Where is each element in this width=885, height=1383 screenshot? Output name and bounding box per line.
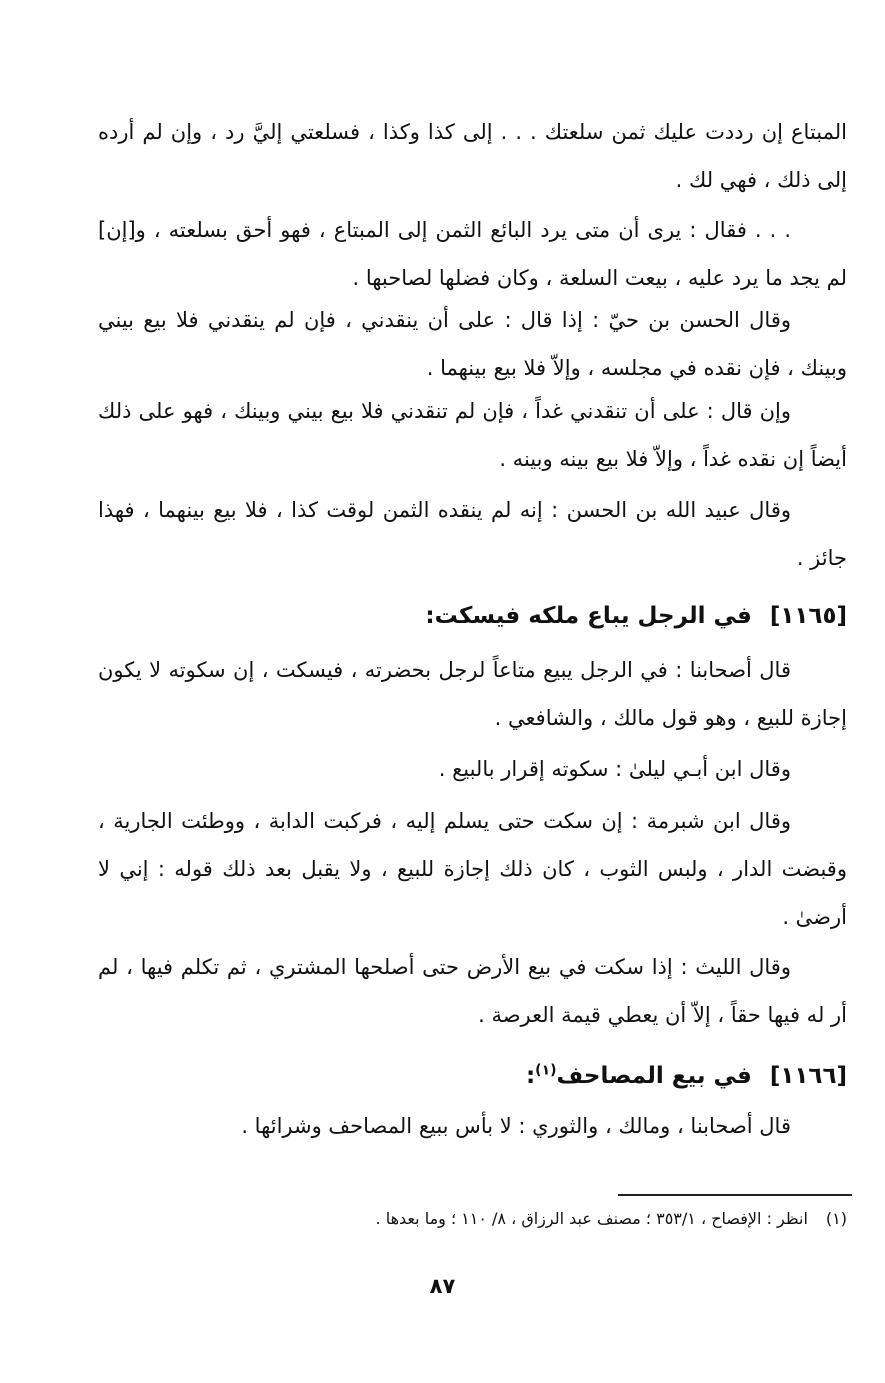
paragraph-9: وقال الليث : إذا سكت في بيع الأرض حتى أصلحها المشتري ، ثم تكلم فيها ، لم أر له فيها حقاً ، إلاّ أن يعطي قيمة العرصة .: [98, 955, 847, 1027]
heading-colon: :: [525, 1063, 536, 1089]
page-number: ٨٧: [429, 1274, 456, 1298]
paragraph-2: . . . فقال : يرى أن متى يرد البائع الثمن إلى المبتاع ، فهو أحق بسلعته ، و[إن] لم يجد ما يرد عليه ، بيعت السلعة ، وكان فضلها لصاحبها .: [98, 218, 847, 290]
section-title: في الرجل يباع ملكه فيسكت:: [425, 603, 752, 629]
paragraph-5: وقال عبيد الله بن الحسن : إنه لم ينقده الثمن لوقت كذا ، فلا بيع بينهما ، فهذا جائز .: [98, 498, 847, 570]
paragraph-1: المبتاع إن رددت عليك ثمن سلعتك . . . إلى كذا وكذا ، فسلعتي إليَّ رد ، وإن لم أرده إلى ذلك ، فهي لك .: [98, 120, 847, 192]
section-number: [١١٦٥]: [769, 603, 847, 629]
paragraph-4: وإن قال : على أن تنقدني غداً ، فإن لم تنقدني فلا بيع بيني وبينك ، فهو على ذلك أيضاً إن نقده غداً ، وإلاّ فلا بيع بينه وبينه .: [98, 399, 847, 471]
footnote-number: (١): [825, 1209, 847, 1228]
paragraph-8: وقال ابن شبرمة : إن سكت حتى يسلم إليه ، فركبت الدابة ، ووطئت الجارية ، وقبضت الدار ، ولبس الثوب ، كان ذلك إجازة للبيع ، ولا يقبل بعد ذلك قوله : إني لا أرضىٰ .: [98, 809, 847, 929]
footnote-marker[interactable]: (١): [535, 1062, 557, 1079]
footnote-separator: [618, 1194, 852, 1196]
paragraph-7: وقال ابن أبـي ليلىٰ : سكوته إقرار بالبيع .: [438, 757, 791, 781]
section-heading-1165: [98, 594, 847, 638]
section-heading-1166: [98, 1054, 847, 1098]
paragraph-6: قال أصحابنا : في الرجل يبيع متاعاً لرجل بحضرته ، فيسكت ، إن سكوته لا يكون إجازة للبيع ، وهو قول مالك ، والشافعي .: [98, 658, 847, 730]
section-title: في بيع المصاحف: [556, 1063, 752, 1089]
footnote-text: انظر : الإفصاح ، ٣٥٣/١ ؛ مصنف عبد الرزاق ، ٨/ ١١٠ ؛ وما بعدها .: [375, 1209, 808, 1228]
paragraph-3: وقال الحسن بن حيّ : إذا قال : على أن ينقدني ، فإن لم ينقدني فلا بيع بيني وبينك ، فإن نقده في مجلسه ، وإلاّ فلا بيع بينهما .: [98, 308, 847, 380]
footnote: [200, 1204, 847, 1234]
paragraph-10: قال أصحابنا ، ومالك ، والثوري : لا بأس ببيع المصاحف وشرائها .: [241, 1114, 791, 1138]
section-number: [١١٦٦]: [769, 1063, 847, 1089]
